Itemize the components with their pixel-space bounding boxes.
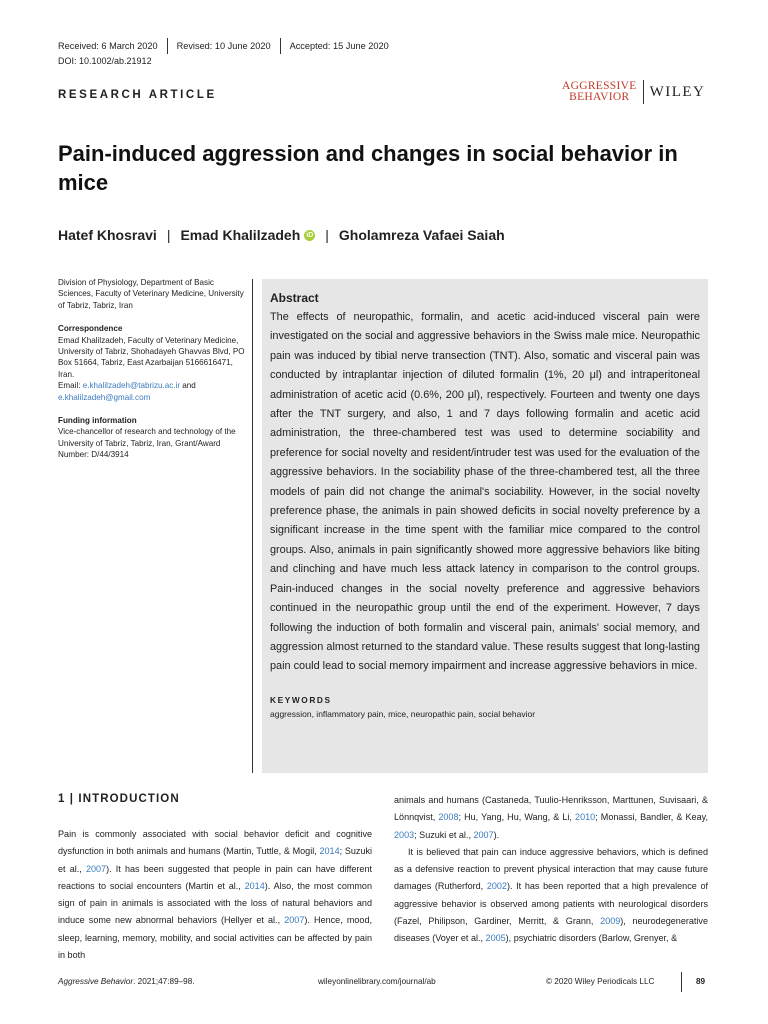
body-text: ; Hu, Yang, Hu, Wang, & Li, (458, 812, 576, 823)
article-type: RESEARCH ARTICLE (58, 89, 217, 101)
citation-link[interactable]: 2007 (284, 915, 305, 926)
doi: DOI: 10.1002/ab.21912 (58, 56, 152, 66)
keywords-text: aggression, inflammatory pain, mice, neuropathic pain, social behavior (270, 708, 536, 719)
email-link[interactable]: e.khalilzadeh@gmail.com (58, 392, 151, 402)
body-column-left (58, 826, 372, 964)
author-name[interactable]: Emad Khalilzadeh (180, 227, 301, 243)
body-paragraph (394, 844, 708, 948)
publisher-logo: WILEY (649, 83, 706, 100)
article-info-sidebar (58, 277, 246, 473)
received-date: Received: 6 March 2020 (58, 41, 158, 51)
body-text: ; Suzuki et al., (414, 829, 474, 840)
author-name[interactable]: Gholamreza Vafaei Saiah (338, 227, 505, 243)
article-dates (58, 38, 398, 54)
body-text: ; Suzuki et al., (58, 846, 372, 874)
correspondence-email: Email: e.khalilzadeh@tabrizu.ac.ir and e.khalilzadeh@gmail.com (58, 381, 196, 402)
correspondence (58, 323, 246, 403)
logo-divider (643, 80, 644, 104)
body-text: ; Monassi, Bandler, & Keay, (595, 812, 708, 823)
body-text: ), neurodegenerative diseases (Voyer et al., (394, 916, 708, 944)
correspondence-title: Correspondence (58, 324, 123, 334)
correspondence-address: Emad Khalilzadeh, Faculty of Veterinary Medicine, University of Tabriz, Shohadayeh Ghavvas Blvd, PO Box 51664, Tabriz, East Azarbaijan 5166616471, Iran. (58, 335, 245, 379)
citation-link[interactable]: 2014 (244, 880, 265, 891)
abstract-box (262, 279, 708, 773)
footer-url[interactable]: wileyonlinelibrary.com/journal/ab (318, 977, 436, 986)
body-paragraph (394, 792, 708, 844)
author-separator: | (166, 227, 171, 243)
body-column-right (394, 792, 708, 948)
citation-link[interactable]: 2003 (394, 829, 415, 840)
citation-link[interactable]: 2008 (438, 812, 459, 823)
footer-divider (681, 972, 682, 992)
journal-logo (562, 80, 705, 104)
author-separator: | (325, 227, 329, 243)
body-text: ). Hence, mood, sleep, learning, memory, mobility, and social activities can be affected by pain in both (58, 915, 372, 961)
funding-text: Vice-chancellor of research and technology of the University of Tabriz, Tabriz, Iran, Grant/Award Number: D/44/3914 (58, 427, 236, 460)
body-text: It is believed that pain can induce aggressive behaviors, which is defined as a defensive reaction to prevent physical interaction that may cause future damages (Rutherford, (394, 846, 708, 892)
citation-link[interactable]: 2007 (85, 863, 107, 874)
author-name[interactable]: Hatef Khosravi (58, 227, 157, 243)
citation-link[interactable]: 2005 (485, 933, 506, 944)
citation-link[interactable]: 2014 (319, 846, 340, 857)
affiliation: Division of Physiology, Department of Basic Sciences, Faculty of Veterinary Medicine, University of Tabriz, Tabriz, Iran (58, 278, 244, 310)
sidebar-divider (252, 279, 253, 773)
abstract-text: The effects of neuropathic, formalin, and acetic acid-induced visceral pain were investigated on the social and aggressive behaviors in the Swiss male mice. Neuropathic pain was induced by tibial nerve transection (TNT). Also, somatic and visceral pain was conducted by intraplantar injection of diluted formalin (1%, 20 μl) and intraperitoneal administration of acetic acid (0.6%, 200 μl), respectively. Fourteen and twenty one days after the TNT surgery, and also, 1 and 7 days following formalin and acetic acid administration, the three-chambered test was used to determine sociability and preference for social novelty and resident/intruder test was used for the evaluation of the aggressive behaviors. In the sociability phase of the three-chambered test, all the three models of pain did not change the animal's sociability. However, in the social novelty preference phase, the animals in pain showed deficits in social novelty preference by a significant increase in the time spent with the familiar mice compared to the control groups. Also, animals in pain significantly showed more aggressive behaviors like biting and clinching and have much less attack latency in comparison to the control groups. Pain-induced changes in the social novelty preference and aggressive behaviors continued in the neuropathic group until the end of the experiment. However, 7 days following the induction of both formalin and visceral pain, animals' social memory, and aggression almost returned to the standard value. These results suggest that long-lasting pain could lead to social memory impairment and increase aggressive behaviors in mice. (270, 311, 700, 673)
journal-name: AGGRESSIVE BEHAVIOR (562, 80, 637, 103)
author-list (58, 227, 505, 243)
body-text: ), psychiatric disorders (Barlow, Grenyer, & (505, 933, 678, 944)
footer-citation: Aggressive Behavior. 2021;47:89–98. (58, 977, 195, 986)
funding-information (58, 415, 246, 461)
orcid-icon[interactable]: iD (306, 231, 314, 239)
body-text: ). It has been reported that a high prevalence of aggressive behavior is observed among patients with neurological disorders (Fazel, Philipson, Gardiner, Merritt, & Grann, (394, 881, 708, 927)
accepted-date: Accepted: 15 June 2020 (289, 41, 389, 51)
revised-date: Revised: 10 June 2020 (176, 41, 271, 51)
citation-link[interactable]: 2007 (473, 829, 494, 840)
citation-link[interactable]: 2010 (575, 812, 596, 823)
section-heading-introduction: 1 | INTRODUCTION (58, 793, 180, 805)
body-text: animals and humans (Castaneda, Tuulio-Henriksson, Marttunen, Suvisaari, & Lönnqvist, (394, 795, 708, 823)
funding-title: Funding information (58, 416, 137, 426)
footer-copyright: © 2020 Wiley Periodicals LLC (546, 977, 655, 986)
body-text: ). Also, the most common sign of pain in animals is associated with the loss of natural behaviors and induce some new abnormal behaviors (Hellyer et al., (58, 880, 372, 926)
keywords-title: KEYWORDS (270, 694, 332, 705)
body-text: ). It has been suggested that people in pain can have different reactions to social encounters (Martin et al., (58, 863, 372, 891)
citation-link[interactable]: 2002 (486, 881, 507, 892)
abstract-title: Abstract (270, 291, 319, 305)
body-paragraph (58, 826, 372, 964)
article-title: Pain-induced aggression and changes in social behavior in mice (58, 141, 678, 195)
citation-link[interactable]: 2009 (600, 916, 621, 927)
page-number: 89 (696, 977, 706, 986)
email-link[interactable]: e.khalilzadeh@tabrizu.ac.ir (82, 381, 181, 391)
body-text: ). (493, 829, 500, 840)
body-text: Pain is commonly associated with social behavior deficit and cognitive dysfunction in both animals and humans (Martin, Tuttle, & Mogil, (58, 829, 372, 857)
